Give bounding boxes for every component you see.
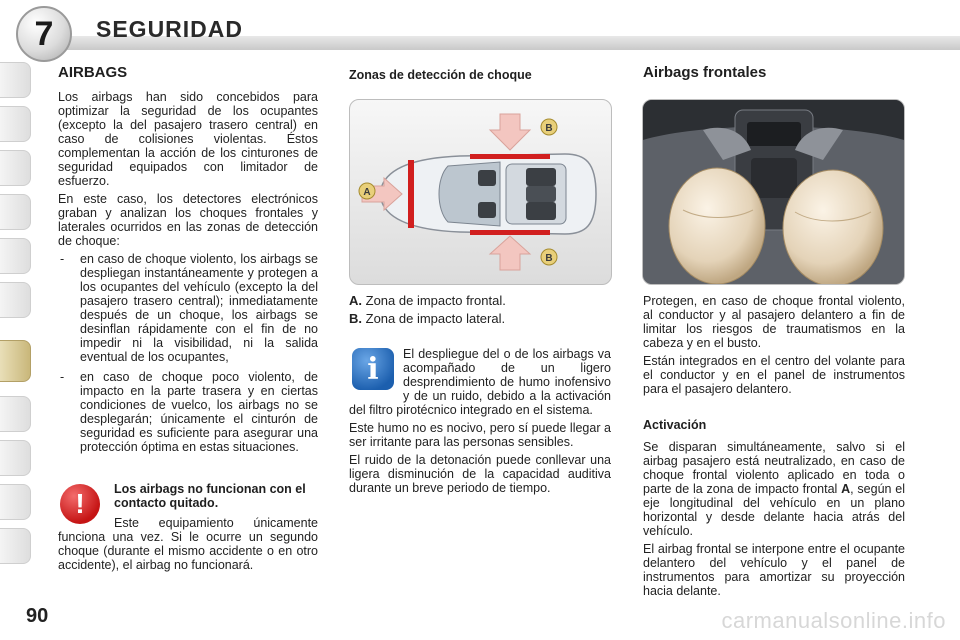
side-tab-1[interactable] (0, 62, 31, 98)
warning-text: Este equipamiento únicamente funciona una vez. Si le ocurre un segundo choque (durante el mismo accidente o en otro accidente), el airbag no funcionará. (58, 516, 318, 572)
info-harmless-text: Este humo no es nocivo, pero sí puede llegar a ser irritante para las personas sensibles. (349, 421, 611, 449)
side-tab-10[interactable] (0, 484, 31, 520)
side-tab-5[interactable] (0, 238, 31, 274)
frontal-protection-text: Protegen, en caso de choque frontal violento, al conductor y al pasajero delantero a fin de limitar los riesgos de traumatismos en la cabeza y en el busto. (643, 294, 905, 350)
dashboard-airbags-illustration (643, 100, 904, 284)
frontal-interpose-text: El airbag frontal se interpone entre el ocupante delantero del vehículo y el panel de instrumentos para amortizar su proyección hacia delante. (643, 542, 905, 598)
right-text-block (643, 294, 905, 602)
warning-icon: ! (60, 484, 100, 524)
driver-airbag-icon (669, 168, 765, 284)
label-b-top-text: B (545, 123, 553, 134)
side-tab-11[interactable] (0, 528, 31, 564)
airbags-list (58, 252, 318, 454)
legend-a (349, 294, 611, 308)
detection-zones-figure (349, 99, 612, 285)
activation-zone-ref: A (841, 482, 851, 496)
info-smoke-text: El despliegue del o de los airbags va acompañado de un ligero desprendimiento de humo inofensivo y de un ruido, debido a la activación del filtro pirotécnico integrado en el sistema. (349, 347, 611, 417)
side-tab-active[interactable] (0, 340, 31, 382)
middle-title-block (349, 68, 611, 82)
lateral-arrow-bottom-icon (490, 236, 530, 270)
side-tab-3[interactable] (0, 150, 31, 186)
warning-title: Los airbags no funcionan con el contacto quitado. (114, 482, 306, 510)
activation-text-start: Se disparan simultáneamente, salvo si el airbag pasajero está neutralizado, en caso de choque frontal violento aplicado en toda o parte de la zona de impacto frontal (643, 440, 905, 496)
car-top-view-illustration (350, 100, 611, 284)
info-icon: i (352, 348, 394, 390)
chapter-number-badge: 7 (16, 6, 72, 62)
list-item: - en caso de choque violento, los airbags se despliegan instantáneamente y protegen a los ocupantes del vehículo (excepto la del pasajero trasero central); inmediatamente después de un choque, los airbags se desinflan rápidamente con el fin de no impedir ni la visibilidad, ni la salida eventual de los ocupantes, (58, 252, 318, 364)
side-tab-8[interactable] (0, 396, 31, 432)
frontal-location-text: Están integrados en el centro del volante para el conductor y en el panel de instrumentos para el pasajero delantero. (643, 354, 905, 396)
detection-zones-title: Zonas de detección de choque (349, 68, 532, 82)
info-float-spacer (349, 347, 403, 403)
airbags-intro: Los airbags han sido concebidos para optimizar la seguridad de los ocupantes (excepto la del pasajero trasero central) en caso de colisiones violentas. Éstos complementan la acción de los cinturones de seguridad equipados con limitador de esfuerzo. (58, 90, 318, 188)
lateral-zone-bottom-marker (470, 230, 550, 235)
warning-title-block (114, 482, 318, 510)
airbags-title: AIRBAGS (58, 64, 128, 81)
legend-a-key: A. (349, 293, 362, 308)
legend-a-text: Zona de impacto frontal. (365, 293, 506, 308)
legend-block (349, 294, 611, 326)
side-tab-9[interactable] (0, 440, 31, 476)
left-column (58, 66, 318, 460)
passenger-airbag-icon (783, 170, 883, 284)
warning-text-block (58, 516, 318, 576)
watermark: carmanualsonline.info (721, 608, 946, 633)
side-tab-6[interactable] (0, 282, 31, 318)
info-block (349, 347, 611, 499)
activation-text-end: , según el eje longitudinal del vehículo en un plano horizontal y desde delante hacia atrás del vehículo. (643, 482, 905, 538)
side-tab-2[interactable] (0, 106, 31, 142)
side-tab-4[interactable] (0, 194, 31, 230)
activation-title: Activación (643, 418, 707, 432)
lateral-arrow-top-icon (490, 114, 530, 150)
legend-b (349, 312, 611, 326)
legend-b-key: B. (349, 311, 362, 326)
page-number: 90 (26, 605, 49, 627)
airbags-detectors: En este caso, los detectores electrónicos graban y analizan los choques frontales y laterales ocurridos en las zonas de detección de choque: (58, 192, 318, 248)
side-tabs (0, 62, 32, 582)
info-noise-text: El ruido de la detonación puede conllevar una ligera disminución de la capacidad auditiva durante un breve periodo de tiempo. (349, 453, 611, 495)
label-a-text: A (363, 187, 371, 198)
frontal-airbags-title: Airbags frontales (643, 64, 767, 81)
activation-text (643, 440, 905, 538)
chapter-title: SEGURIDAD (96, 16, 244, 42)
list-item: - en caso de choque poco violento, de impacto en la parte trasera y en ciertas condiciones de vuelco, los airbags no se desplegarán; únicamente el cinturón de seguridad es suficiente para asegurar una protección óptima en estas situaciones. (58, 370, 318, 454)
frontal-zone-marker (408, 160, 414, 228)
label-b-bottom-text: B (545, 253, 553, 264)
lateral-zone-top-marker (470, 154, 550, 159)
frontal-airbags-figure (642, 99, 905, 285)
legend-b-text: Zona de impacto lateral. (365, 311, 506, 326)
right-title-block (643, 66, 905, 80)
